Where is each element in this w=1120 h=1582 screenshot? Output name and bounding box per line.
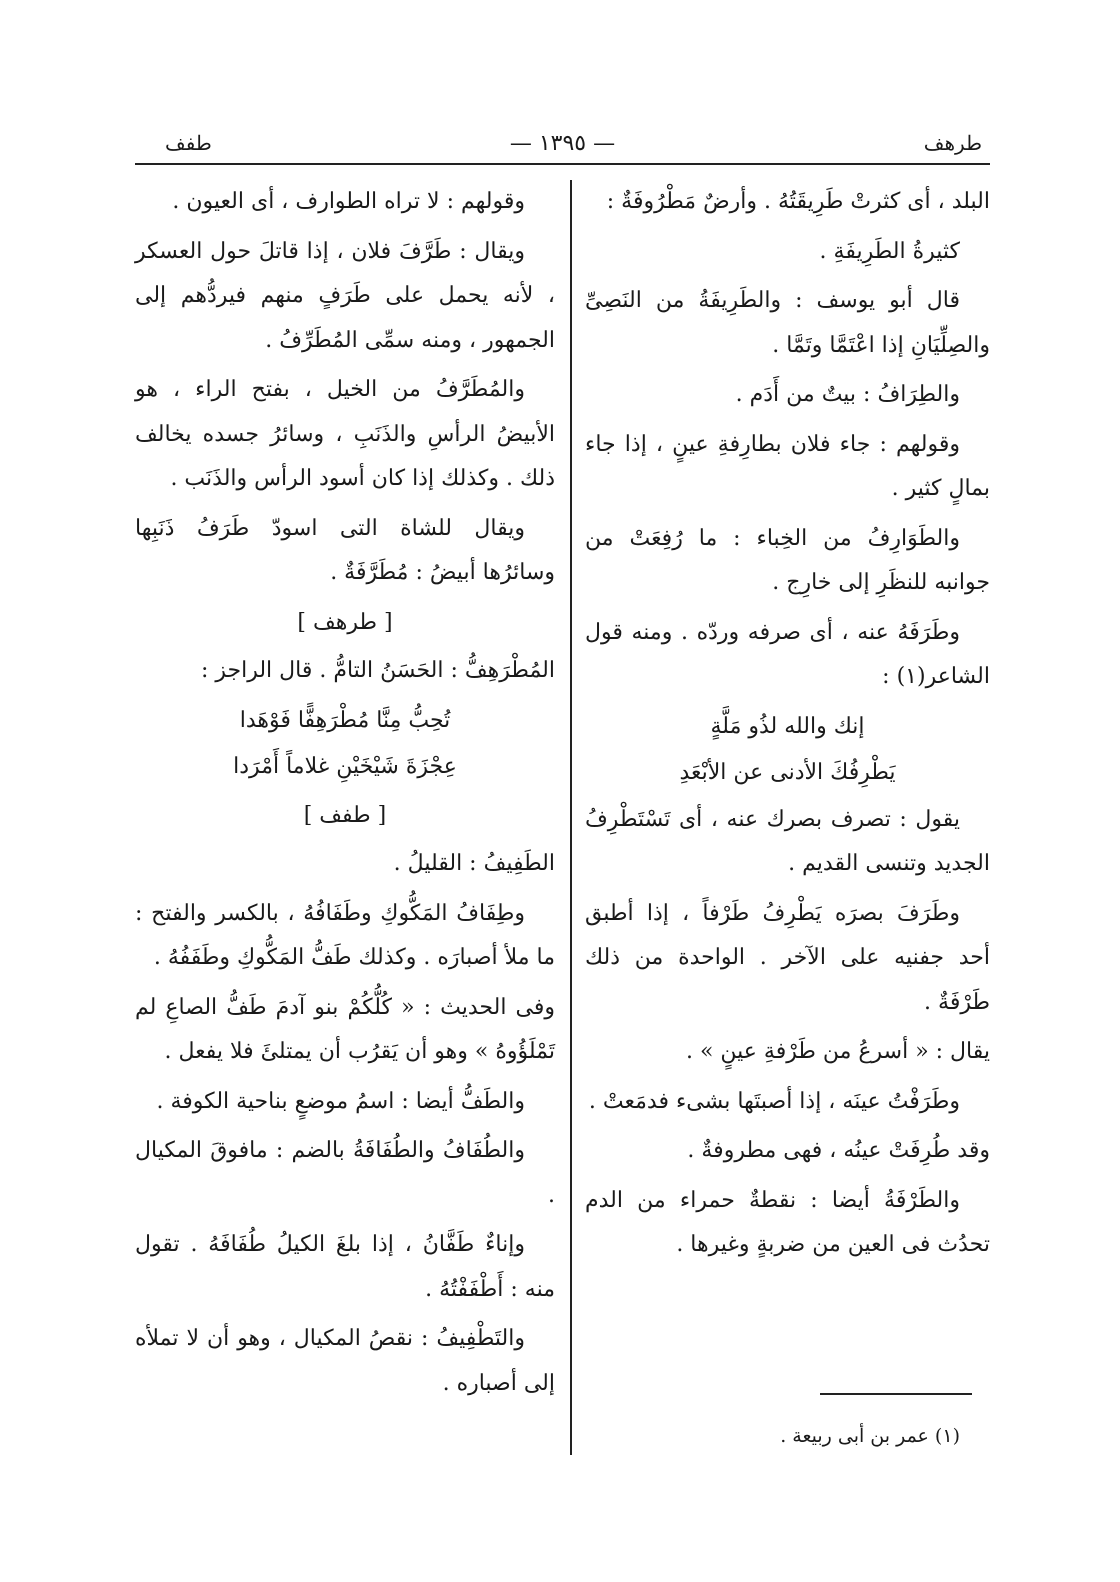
paragraph: ويقال للشاة التى اسودّ طَرَفُ ذَنَبِها وسائرُها أبيضُ : مُطَرَّفَةٌ . <box>135 515 555 585</box>
verse-line: إنك والله لذُو مَلَّةٍ <box>710 713 865 739</box>
entry-heading: [ طرهف ] <box>297 609 393 635</box>
paragraph: والطُفَافُ والطُفَافَةُ بالضم : مافوقَ المكيال . <box>135 1138 555 1208</box>
paragraph: والمُطَرَّفُ من الخيل ، بفتح الراء ، هو الأبيضُ الرأسِ والذَنَبِ ، وسائرُ جسده يخالف ذلك . وكذلك إذا كان أسود الرأس والذَنَب . <box>135 377 555 491</box>
paragraph: والطَرْفَةُ أيضا : نقطةٌ حمراء من الدم تحدُث فى العين من ضربةٍ وغيرها . <box>585 1187 990 1257</box>
paragraph: قال أبو يوسف : والطَرِيفَةُ من النَصِىِّ والصِلِّيَانِ إذا اعْتَمَّا وتَمَّا . <box>585 288 990 358</box>
verse-line: عِجْزَةَ شَيْخَيْنِ غلاماً أَمْرَدا <box>233 754 457 779</box>
right-column <box>585 180 990 1273</box>
header-left-word: طفف <box>165 131 212 155</box>
paragraph: وقد طُرِفَتْ عينُه ، فهى مطروفةٌ . <box>687 1138 990 1163</box>
column-divider <box>570 180 572 1455</box>
paragraph: وطَرَفَهُ عنه ، أى صرفه وردّه . ومنه قول الشاعر(١) : <box>585 619 990 689</box>
paragraph: وطَرَفْتُ عينَه ، إذا أصبتَها بشىء فدمَعتْ . <box>588 1088 960 1114</box>
entry-heading: [ طفف ] <box>303 802 387 828</box>
verse-line: يَطْرِفُكَ الأدنى عن الأبْعَدِ <box>679 760 896 785</box>
page-number: — ١٣٩٥ — <box>509 131 616 156</box>
paragraph: والطَوَارِفُ من الخِباء : ما رُفِعَتْ من جوانبه للنظَرِ إلى خارِج . <box>585 525 990 595</box>
paragraph: يقال : « أسرعُ من طَرْفةِ عينٍ » . <box>685 1039 990 1064</box>
paragraph: المُطْرَهِفُّ : الحَسَنُ التامُّ . قال الراجز : <box>200 658 555 683</box>
footnote-rule <box>820 1393 972 1395</box>
paragraph: والطِرَافُ : بيتٌ من أَدَم . <box>735 382 960 407</box>
left-column <box>135 180 555 1411</box>
paragraph: كثيرةُ الطَرِيفَةِ . <box>819 238 960 264</box>
page-header <box>135 125 990 165</box>
paragraph: والطَفُّ أيضا : اسمُ موضعٍ بناحية الكوفة . <box>156 1088 525 1114</box>
verse-line: تُحِبُّ مِنَّا مُطْرَهِفًّا فَوْهَدا <box>239 707 451 733</box>
paragraph: وقولهم : جاء فلان بطارِفةِ عينٍ ، إذا جاء بمالٍ كثير . <box>585 431 990 501</box>
paragraph: وإناءٌ طَفَّانُ ، إذا بلغَ الكيلُ طُفَافَهُ . تقول منه : أَطْفَفْتُهُ . <box>135 1232 555 1302</box>
footnote: (١) عمر بن أبى ربيعة . <box>780 1425 960 1447</box>
paragraph: يقول : تصرف بصرك عنه ، أى تَسْتَطْرِفُ الجديد وتنسى القديم . <box>585 806 990 876</box>
paragraph: وطَرَفَ بصرَه يَطْرِفُ طَرْفاً ، إذا أطبق أحد جفنيه على الآخر . الواحدة من ذلك طَرْفَةٌ . <box>585 900 990 1015</box>
paragraph: وقولهم : لا تراه الطوارف ، أى العيون . <box>172 189 525 214</box>
paragraph: وفى الحديث : « كُلُّكُمْ بنو آدمَ طَفُّ الصاعِ لم تَمْلَؤُوهُ » وهو أن يَقرُب أن يمتلئَ فلا يفعل . <box>135 994 555 1064</box>
paragraph: الطَفِيفُ : القليلُ . <box>393 851 555 876</box>
paragraph: والتَطْفِيفُ : نقصُ المكيال ، وهو أن لا تملأه إلى أصباره . <box>135 1326 555 1396</box>
paragraph: ويقال : طَرَّفَ فلان ، إذا قاتلَ حول العسكر ، لأنه يحمل على طَرَفٍ منهم فيردُّهم إلى الجمهور ، ومنه سمِّى المُطَرِّفُ . <box>135 238 555 353</box>
header-right-word: طرهف <box>923 131 982 155</box>
paragraph: البلد ، أى كثرتْ طَرِيقَتُهُ . وأرضٌ مَطْرُوفَةٌ : <box>606 189 990 214</box>
paragraph: وطِفَافُ المَكُّوكِ وطَفَافُهُ ، بالكسر والفتح : ما ملأ أصبارَه . وكذلك طَفُّ المَكُّوكِ وطَفَفُهُ . <box>135 900 555 970</box>
